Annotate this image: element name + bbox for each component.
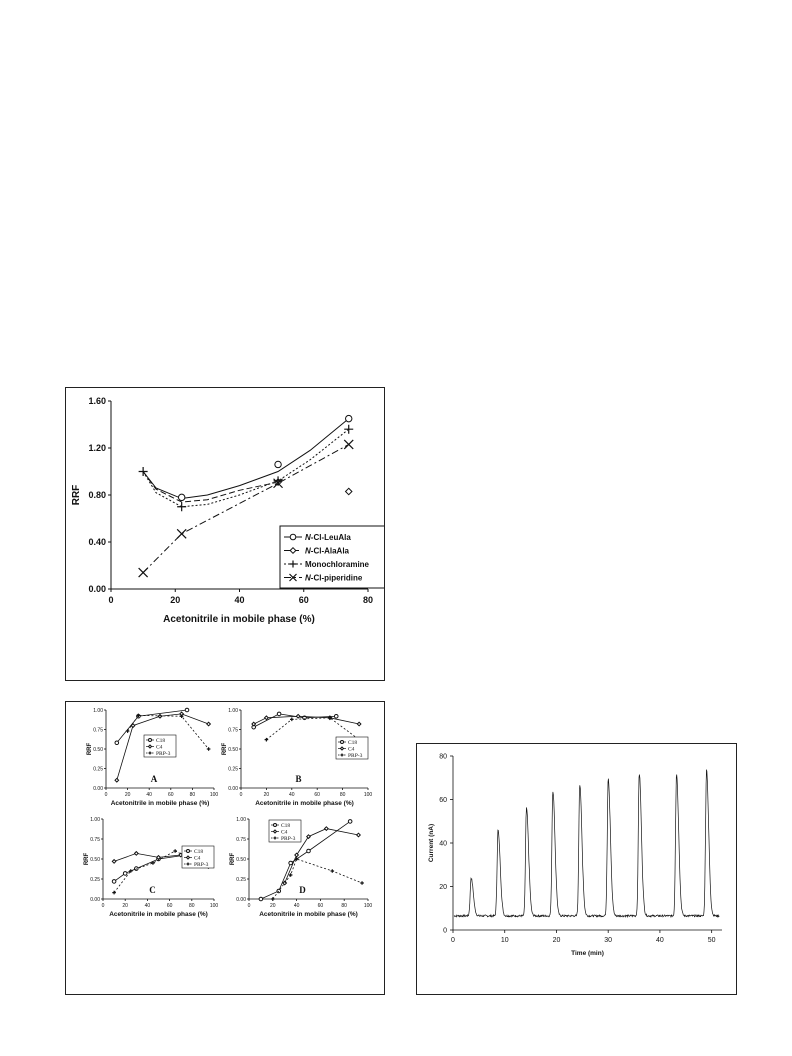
- data-point-plus: [290, 718, 294, 722]
- y-tick-label: 80: [439, 753, 447, 761]
- x-tick-label: 60: [168, 792, 174, 798]
- y-axis-label: RRF: [222, 742, 228, 756]
- x-tick-label: 40: [144, 903, 151, 909]
- data-point-circle: [115, 741, 119, 745]
- chromatogram-trace: [454, 770, 719, 917]
- x-tick-label: 20: [270, 903, 276, 909]
- legend-label: PRP-3: [156, 751, 171, 757]
- x-tick-label: 10: [500, 937, 509, 944]
- data-point-plus: [344, 425, 353, 434]
- legend-label: N-Cl-piperidine: [305, 573, 363, 583]
- y-tick-label: 40: [439, 840, 447, 848]
- x-tick-label: 80: [189, 792, 196, 798]
- x-tick-label: 0: [239, 792, 243, 798]
- legend-label: C4: [194, 855, 201, 862]
- data-point-diamond: [346, 488, 352, 494]
- legend-label: C4: [281, 829, 288, 836]
- x-tick-label: 20: [124, 792, 131, 798]
- x-tick-label: 80: [189, 903, 195, 909]
- data-point-cross: [177, 529, 186, 538]
- y-tick-label: 0.50: [236, 857, 246, 863]
- legend-label: C18: [281, 823, 291, 829]
- y-tick-label: 0.25: [228, 766, 238, 773]
- legend-label: PRP-3: [281, 836, 296, 842]
- x-tick-label: 50: [707, 937, 716, 944]
- legend-marker: [290, 534, 296, 540]
- panel-label: D: [299, 885, 306, 895]
- x-tick-label: 40: [293, 903, 300, 909]
- curve-line: [143, 419, 349, 499]
- legend-label: C4: [156, 744, 163, 751]
- x-tick-label: 40: [234, 595, 245, 605]
- data-point-circle: [112, 880, 116, 884]
- legend-label: PRP-3: [348, 753, 363, 759]
- x-tick-label: 80: [362, 595, 374, 605]
- data-point-circle: [346, 415, 352, 421]
- data-point-circle: [307, 849, 311, 853]
- y-axis-label: Current (nA): [428, 823, 435, 863]
- x-tick-label: 0: [451, 937, 455, 944]
- x-axis-label: Acetonitrile in mobile phase (%): [259, 911, 358, 918]
- legend-marker: [187, 850, 190, 853]
- data-point-circle: [348, 820, 352, 824]
- subplot-d: [230, 817, 372, 918]
- legend: [182, 846, 214, 868]
- y-tick-label: 0.75: [93, 727, 103, 734]
- x-axis-label: Acetonitrile in mobile phase (%): [109, 911, 208, 918]
- x-tick-label: 100: [209, 903, 219, 909]
- y-tick-label: 0.25: [236, 877, 246, 883]
- data-point-plus: [177, 502, 186, 511]
- legend-label: PRP-3: [194, 862, 209, 868]
- chromatogram-chart: [417, 744, 736, 994]
- legend: [336, 737, 368, 759]
- x-tick-label: 100: [363, 792, 373, 798]
- y-tick-label: 1.00: [93, 708, 103, 714]
- legend-label: C18: [156, 738, 166, 744]
- legend-label: N-Cl-LeuAla: [305, 533, 351, 542]
- x-tick-label: 0: [108, 595, 114, 605]
- data-point-plus: [331, 869, 335, 873]
- main-rrf-chart-panel: [65, 387, 385, 681]
- y-tick-label: 60: [439, 797, 447, 804]
- x-tick-label: 80: [339, 792, 346, 798]
- data-point-diamond: [265, 716, 269, 720]
- legend-marker: [149, 745, 152, 748]
- data-point-circle: [259, 897, 263, 901]
- data-point-plus: [207, 747, 211, 751]
- data-point-circle: [275, 461, 281, 467]
- legend-label: Monochloramine: [305, 560, 370, 569]
- y-tick-label: 0: [443, 927, 447, 935]
- y-tick-label: 0.00: [93, 786, 103, 792]
- x-tick-label: 40: [146, 792, 152, 798]
- legend-marker: [149, 739, 152, 742]
- y-tick-label: 1.20: [88, 443, 106, 453]
- y-tick-label: 0.25: [90, 877, 100, 883]
- x-tick-label: 20: [122, 903, 128, 909]
- x-tick-label: 40: [656, 937, 664, 944]
- x-tick-label: 0: [104, 792, 108, 798]
- y-tick-label: 0.00: [88, 584, 106, 594]
- x-tick-label: 20: [263, 792, 270, 798]
- legend-marker: [274, 830, 277, 833]
- legend-label: N-Cl-AlaAla: [305, 546, 350, 556]
- x-tick-label: 40: [289, 792, 295, 798]
- y-tick-label: 0.50: [93, 747, 103, 753]
- y-tick-label: 1.00: [236, 817, 246, 823]
- legend: [144, 735, 176, 757]
- y-axis-label: RRF: [87, 742, 93, 756]
- y-tick-label: 0.50: [90, 857, 100, 863]
- data-point-circle: [277, 712, 281, 716]
- data-point-diamond: [135, 852, 139, 856]
- y-tick-label: 0.40: [88, 537, 106, 547]
- y-tick-label: 1.60: [88, 396, 106, 406]
- data-point-diamond: [357, 833, 361, 837]
- data-point-plus: [173, 849, 177, 853]
- data-point-circle: [123, 872, 127, 876]
- x-tick-label: 60: [298, 595, 309, 605]
- data-point-diamond: [325, 827, 329, 831]
- chromatogram-chart-panel: [416, 743, 737, 995]
- legend-marker: [341, 741, 344, 744]
- y-axis-label: RRF: [230, 852, 236, 866]
- main-rrf-chart: [66, 388, 384, 680]
- x-tick-label: 100: [209, 792, 219, 798]
- data-point-cross: [139, 568, 148, 577]
- y-tick-label: 1.00: [90, 817, 100, 823]
- data-point-diamond: [357, 722, 361, 726]
- subplot-b: [222, 708, 372, 807]
- data-point-cross: [344, 440, 353, 449]
- data-point-diamond: [112, 860, 116, 864]
- data-point-circle: [185, 708, 189, 712]
- panel-label: B: [295, 774, 302, 784]
- x-tick-label: 20: [170, 595, 181, 605]
- x-tick-label: 60: [317, 903, 324, 909]
- y-axis-label: RRF: [84, 852, 90, 866]
- subpanels-rrf-chart-panel: [65, 701, 385, 995]
- legend-label: C18: [348, 740, 358, 746]
- x-axis-label: Acetonitrile in mobile phase (%): [163, 614, 315, 625]
- x-axis-label: Time (min): [571, 950, 604, 957]
- data-point-diamond: [207, 722, 211, 726]
- legend: [269, 820, 301, 842]
- y-tick-label: 0.00: [90, 897, 100, 903]
- y-tick-label: 0.25: [93, 766, 103, 773]
- y-tick-label: 0.75: [90, 837, 100, 843]
- x-axis-label: Acetonitrile in mobile phase (%): [110, 800, 210, 807]
- subplot-c: [84, 817, 218, 918]
- y-tick-label: 0.00: [236, 897, 246, 903]
- y-tick-label: 0.75: [228, 727, 238, 734]
- x-axis-label: Acetonitrile in mobile phase (%): [255, 800, 354, 807]
- curve-line: [143, 472, 278, 503]
- y-tick-label: 20: [439, 884, 447, 891]
- y-tick-label: 0.00: [228, 786, 238, 792]
- y-tick-label: 0.75: [236, 837, 246, 843]
- panel-label: A: [150, 774, 158, 784]
- legend-marker: [274, 824, 277, 827]
- y-tick-label: 1.00: [228, 708, 238, 714]
- x-tick-label: 80: [341, 903, 347, 909]
- legend-label: C4: [348, 746, 355, 753]
- legend-label: C18: [194, 849, 204, 855]
- x-tick-label: 0: [101, 903, 105, 909]
- data-point-circle: [289, 861, 293, 865]
- legend-marker: [187, 856, 190, 859]
- data-point-circle: [178, 494, 184, 500]
- x-tick-label: 30: [604, 937, 613, 944]
- y-axis-label: RRF: [71, 484, 82, 506]
- subplot-a: [87, 708, 218, 807]
- y-tick-label: 0.80: [88, 490, 106, 500]
- legend-marker: [341, 747, 344, 750]
- data-point-diamond: [296, 714, 300, 718]
- data-point-plus: [139, 467, 148, 476]
- subpanels-rrf-chart: [66, 702, 384, 994]
- panel-label: C: [149, 885, 156, 895]
- x-tick-label: 20: [552, 937, 561, 944]
- data-point-plus: [360, 881, 364, 885]
- x-tick-label: 60: [314, 792, 320, 798]
- y-tick-label: 0.50: [228, 747, 238, 753]
- x-tick-label: 60: [166, 903, 173, 909]
- data-point-diamond: [115, 778, 119, 782]
- data-point-circle: [334, 714, 338, 718]
- x-tick-label: 0: [247, 903, 251, 909]
- x-tick-label: 100: [363, 903, 373, 909]
